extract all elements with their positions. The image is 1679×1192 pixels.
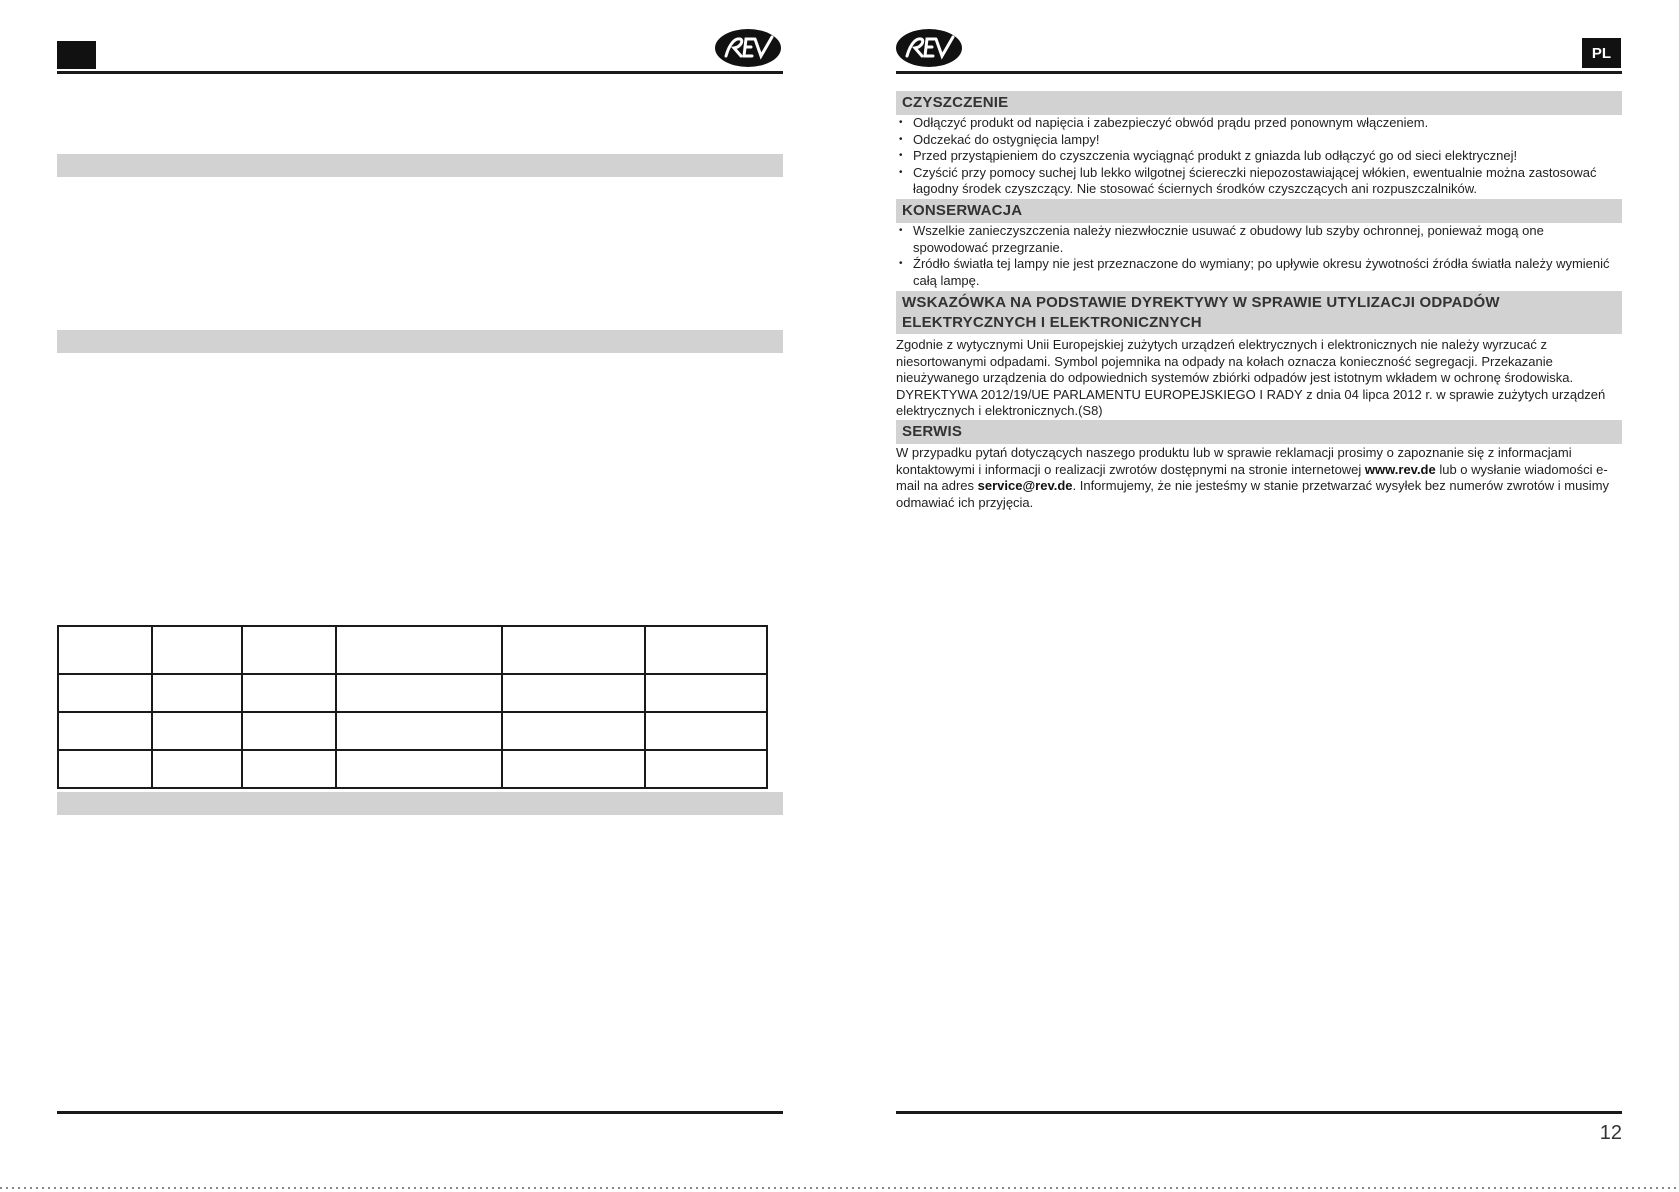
table-row	[58, 626, 767, 674]
table-row	[58, 750, 767, 788]
left-spec-table	[57, 625, 768, 789]
list-item: • Źródło światła tej lampy nie jest przeznaczone do wymiany; po upływie okresu żywotności źródła światła należy wymienić całą lampę.	[896, 256, 1622, 289]
weee-heading-line-1: WSKAZÓWKA NA PODSTAWIE DYREKTYWY W SPRAWIE UTYLIZACJI ODPADÓW	[902, 294, 1500, 311]
table-row	[58, 674, 767, 712]
weee-text: Zgodnie z wytycznymi Unii Europejskiej zużytych urządzeń elektrycznych i elektronicznych nie należy wyrzucać z niesortowanymi odpadami. Symbol pojemnika na odpady na kołach oznacza konieczność segregacji. Przekazanie nieużywanego urządzenia do odpowiednich systemów zbiórki odpadów jest istotnym wkładem w ochronę środowiska. DYREKTYWA 2012/19/UE PARLAMENTU EUROPEJSKIEGO I RADY z dnia 04 lipca 2012 r. w sprawie zużytych urządzeń elektrycznych i elektronicznych.(S8)	[896, 337, 1606, 419]
email-link[interactable]: service@rev.de	[977, 478, 1073, 494]
rev-logo-right	[895, 28, 963, 68]
service-text-part-3: . Informujemy, że nie jesteśmy w stanie przetwarzać wysyłek bez numerów zwrotów i musimy odmawiać ich przyjęcia.	[896, 478, 1610, 510]
left-section-band-1	[57, 154, 783, 177]
right-footer-rule	[896, 1111, 1622, 1114]
service-heading: SERWIS	[896, 420, 1622, 444]
weee-heading-line-2: ELEKTRYCZNYCH I ELEKTRONICZNYCH	[902, 314, 1202, 331]
website-link[interactable]: www.rev.de	[1364, 461, 1436, 477]
crop-dotted-line	[0, 1187, 1679, 1189]
left-section-band-3	[57, 792, 783, 815]
list-item: • Odczekać do ostygnięcia lampy!	[896, 132, 1622, 149]
table-row	[58, 712, 767, 750]
left-section-band-2	[57, 330, 783, 353]
maintenance-section	[896, 199, 1622, 289]
cleaning-heading: CZYSZCZENIE	[896, 91, 1622, 115]
list-item: • Odłączyć produkt od napięcia i zabezpieczyć obwód prądu przed ponownym włączeniem.	[896, 115, 1622, 132]
maintenance-heading: KONSERWACJA	[896, 199, 1622, 223]
list-item: • Czyścić przy pomocy suchej lub lekko wilgotnej ściereczki niepozostawiającej włókien, ewentualnie można zastosować łagodny środek czyszczący. Nie stosować ściernych środków czyszczących ani rozpuszczalników.	[896, 165, 1622, 198]
service-text	[896, 445, 1622, 511]
left-header-rule	[57, 71, 783, 74]
cleaning-list	[896, 115, 1622, 198]
right-header-rule	[896, 71, 1622, 74]
rev-logo-left	[714, 28, 782, 68]
cleaning-section	[896, 91, 1622, 198]
service-text-part-2: lub o wysłanie wiadomości e-mail na adres	[896, 461, 1608, 494]
weee-heading	[896, 291, 1622, 334]
language-badge: PL	[1582, 38, 1621, 68]
service-text-part-1: W przypadku pytań dotyczących naszego produktu lub w sprawie reklamacji prosimy o zapoznanie się z informacjami kontaktowymi i informacji o realizacji zwrotów dostępnymi na stronie internetowej	[896, 445, 1572, 477]
left-footer-rule	[57, 1111, 783, 1114]
maintenance-list	[896, 223, 1622, 289]
weee-section	[896, 291, 1622, 420]
left-language-badge	[57, 41, 96, 69]
list-item: • Wszelkie zanieczyszczenia należy niezwłocznie usuwać z obudowy lub szyby ochronnej, ponieważ mogą one spowodować przegrzanie.	[896, 223, 1622, 256]
service-section	[896, 420, 1622, 511]
list-item: • Przed przystąpieniem do czyszczenia wyciągnąć produkt z gniazda lub odłączyć go od sieci elektrycznej!	[896, 148, 1622, 165]
page-number: 12	[1599, 1122, 1622, 1144]
